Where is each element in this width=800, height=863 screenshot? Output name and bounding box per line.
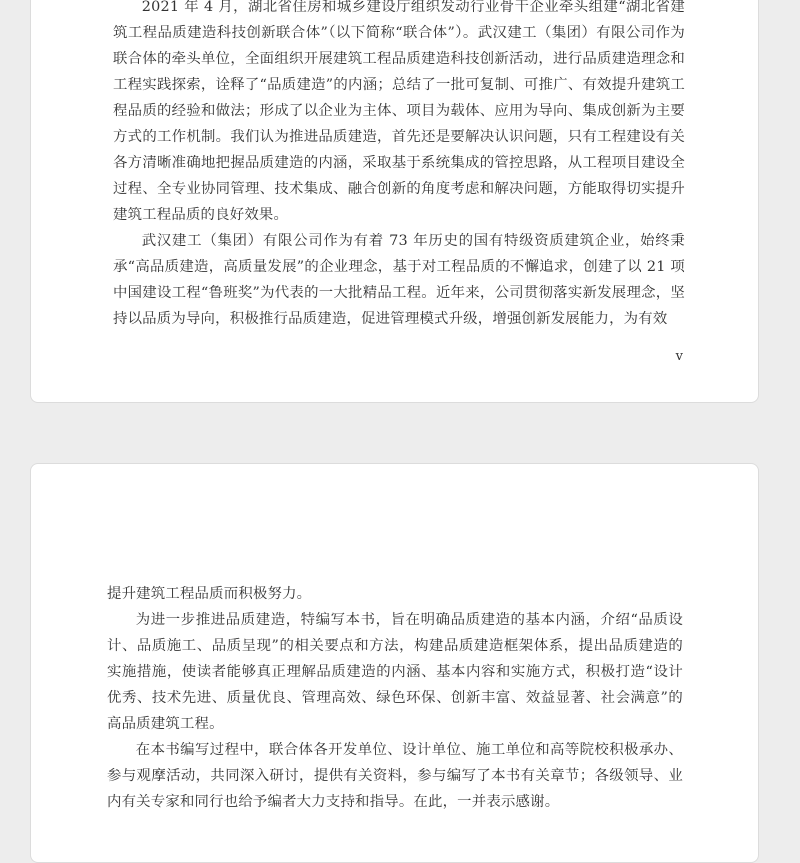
body-paragraph: 在本书编写过程中，联合体各开发单位、设计单位、施工单位和高等院校积极承办、参与观摩活动，共同深入研讨，提供有关资料，参与编写了本书有关章节；各级领导、业内有关专家和同行也给予编者大力支持和指导。在此，一并表示感谢。	[107, 742, 683, 810]
body-paragraph: 武汉建工（集团）有限公司作为有着 73 年历史的国有特级资质建筑企业，始终秉承“高品质建造，高质量发展”的企业理念，基于对工程品质的不懈追求，创建了以 21 项中国建设工程“鲁班奖”为代表的一大批精品工程。近年来，公司贯彻落实新发展理念，坚持以品质为导向，积极推行品质建造，促进管理模式升级，增强创新发展能力，为有效	[113, 233, 685, 327]
page-body	[107, 581, 683, 815]
document-page	[30, 463, 759, 863]
body-paragraph: 2021 年 4 月，湖北省住房和城乡建设厅组织发动行业骨干企业牵头组建“湖北省建筑工程品质建造科技创新联合体”（以下简称“联合体”）。武汉建工（集团）有限公司作为联合体的牵头单位，全面组织开展建筑工程品质建造科技创新活动，进行品质建造理念和工程实践探索，诠释了“品质建造”的内涵；总结了一批可复制、可推广、有效提升建筑工程品质的经验和做法；形成了以企业为主体、项目为载体、应用为导向、集成创新为主要方式的工作机制。我们认为推进品质建造，首先还是要解决认识问题，只有工程建设有关各方清晰准确地把握品质建造的内涵，采取基于系统集成的管控思路，从工程项目建设全过程、全专业协同管理、技术集成、融合创新的角度考虑和解决问题，方能取得切实提升建筑工程品质的良好效果。	[113, 0, 685, 223]
document-page	[30, 0, 759, 403]
page-body	[113, 0, 685, 332]
page-number: v	[675, 349, 683, 364]
body-paragraph: 为进一步推进品质建造，特编写本书，旨在明确品质建造的基本内涵，介绍“品质设计、品质施工、品质呈现”的相关要点和方法，构建品质建造框架体系，提出品质建造的实施措施，使读者能够真正理解品质建造的内涵、基本内容和实施方式，积极打造“设计优秀、技术先进、质量优良、管理高效、绿色环保、创新丰富、效益显著、社会满意”的高品质建筑工程。	[107, 612, 683, 732]
body-paragraph: 提升建筑工程品质而积极努力。	[107, 586, 312, 602]
